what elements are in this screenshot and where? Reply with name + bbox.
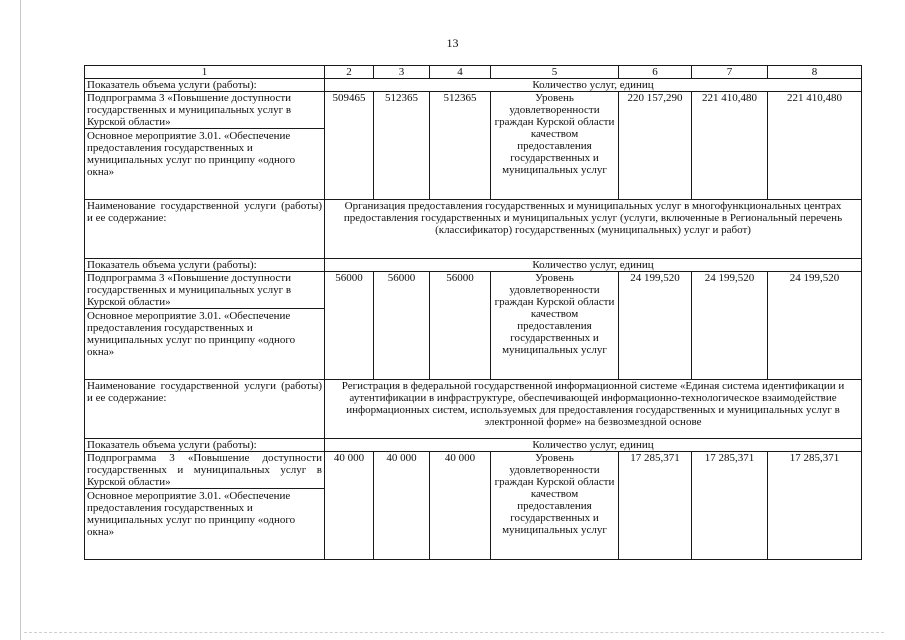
scan-bottom-edge bbox=[24, 632, 884, 635]
indicator-value: Количество услуг, единиц bbox=[325, 79, 862, 92]
activity-name: Основное мероприятие 3.01. «Обеспечение предоставления государственных и муниципальных услуг по принципу «одного окна» bbox=[87, 310, 296, 358]
value-col7: 221 410,480 bbox=[692, 92, 768, 200]
value-col8: 24 199,520 bbox=[768, 272, 862, 380]
header-cell: 6 bbox=[619, 66, 692, 79]
header-cell: 3 bbox=[374, 66, 430, 79]
header-cell: 1 bbox=[85, 66, 325, 79]
value-col6: 17 285,371 bbox=[619, 452, 692, 560]
program-name: Подпрограмма 3 «Повышение доступности государственных и муниципальных услуг в Курской области» bbox=[85, 92, 324, 129]
page-left-edge bbox=[20, 0, 21, 640]
header-cell: 7 bbox=[692, 66, 768, 79]
satisfaction-level: Уровень удовлетворенности граждан Курской области качеством предоставления государственных и муниципальных услуг bbox=[491, 272, 619, 380]
indicator-row bbox=[85, 79, 862, 92]
value-col8: 17 285,371 bbox=[768, 452, 862, 560]
program-cell bbox=[85, 272, 325, 380]
service-name-value: Регистрация в федеральной государственной информационной системе «Единая система идентификации и аутентификации в инфраструктуре, обеспечивающей информационно-технологическое взаимодействие информационных систем, используемых для предоставления государственных и муниципальных услуг в электронной форме» на безвозмездной основе bbox=[325, 380, 862, 439]
value-col2: 509465 bbox=[325, 92, 374, 200]
service-name-label: Наименование государственной услуги (работы) и ее содержание: bbox=[85, 200, 325, 259]
satisfaction-level: Уровень удовлетворенности граждан Курской области качеством предоставления государственных и муниципальных услуг bbox=[491, 452, 619, 560]
value-col6: 24 199,520 bbox=[619, 272, 692, 380]
header-cell: 4 bbox=[430, 66, 491, 79]
value-col8: 221 410,480 bbox=[768, 92, 862, 200]
value-col7: 17 285,371 bbox=[692, 452, 768, 560]
value-col3: 40 000 bbox=[374, 452, 430, 560]
service-name-label: Наименование государственной услуги (работы) и ее содержание: bbox=[85, 380, 325, 439]
value-col7: 24 199,520 bbox=[692, 272, 768, 380]
indicator-label: Показатель объема услуги (работы): bbox=[85, 439, 325, 452]
services-table bbox=[84, 65, 862, 560]
activity-name: Основное мероприятие 3.01. «Обеспечение предоставления государственных и муниципальных услуг по принципу «одного окна» bbox=[87, 130, 296, 178]
indicator-label: Показатель объема услуги (работы): bbox=[85, 259, 325, 272]
indicator-value: Количество услуг, единиц bbox=[325, 439, 862, 452]
indicator-label: Показатель объема услуги (работы): bbox=[85, 79, 325, 92]
value-col3: 56000 bbox=[374, 272, 430, 380]
header-cell: 2 bbox=[325, 66, 374, 79]
value-col4: 56000 bbox=[430, 272, 491, 380]
value-col4: 512365 bbox=[430, 92, 491, 200]
service-name-value: Организация предоставления государственных и муниципальных услуг в многофункциональных центрах предоставления государственных и муниципальных услуг (услуги, включенные в Региональный перечень (классификатор) государственных (муниципальных) услуг и работ) bbox=[325, 200, 862, 259]
program-cell bbox=[85, 92, 325, 200]
service-name-row bbox=[85, 200, 862, 259]
service-name-row bbox=[85, 380, 862, 439]
table-header-row bbox=[85, 66, 862, 79]
value-col2: 40 000 bbox=[325, 452, 374, 560]
indicator-value: Количество услуг, единиц bbox=[325, 259, 862, 272]
program-name: Подпрограмма 3 «Повышение доступности государственных и муниципальных услуг в Курской области» bbox=[85, 272, 324, 309]
value-col3: 512365 bbox=[374, 92, 430, 200]
program-cell bbox=[85, 452, 325, 560]
value-col2: 56000 bbox=[325, 272, 374, 380]
data-row bbox=[85, 452, 862, 560]
header-cell: 5 bbox=[491, 66, 619, 79]
header-cell: 8 bbox=[768, 66, 862, 79]
indicator-row bbox=[85, 259, 862, 272]
data-row bbox=[85, 272, 862, 380]
value-col6: 220 157,290 bbox=[619, 92, 692, 200]
indicator-row bbox=[85, 439, 862, 452]
value-col4: 40 000 bbox=[430, 452, 491, 560]
data-row bbox=[85, 92, 862, 200]
activity-name: Основное мероприятие 3.01. «Обеспечение предоставления государственных и муниципальных услуг по принципу «одного окна» bbox=[87, 490, 296, 538]
satisfaction-level: Уровень удовлетворенности граждан Курской области качеством предоставления государственных и муниципальных услуг bbox=[491, 92, 619, 200]
page-number: 13 bbox=[446, 36, 459, 50]
program-name: Подпрограмма 3 «Повышение доступности государственных и муниципальных услуг в Курской области» bbox=[87, 452, 322, 488]
